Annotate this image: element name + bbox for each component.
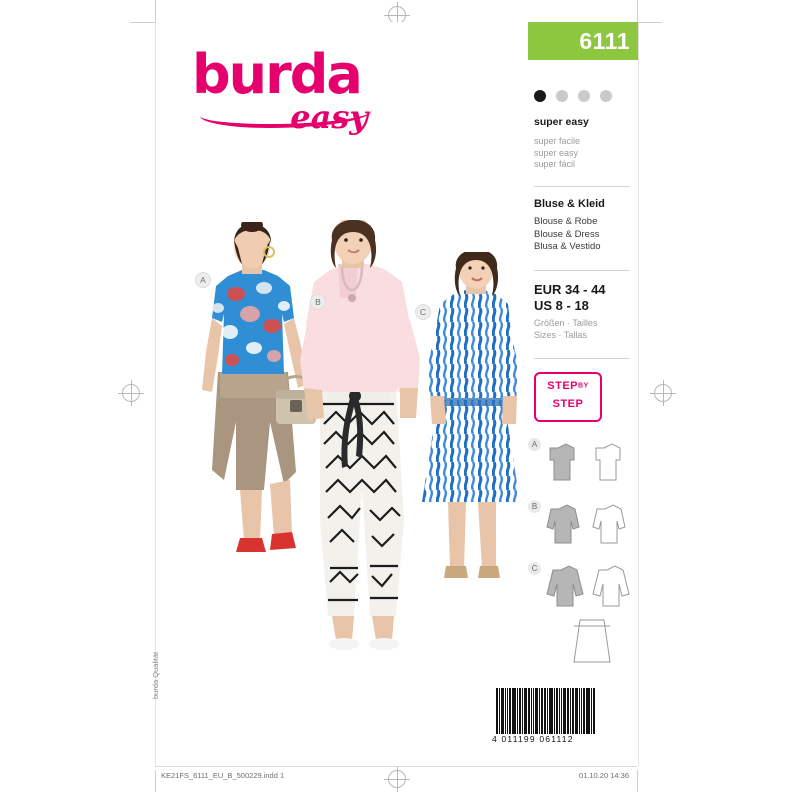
divider xyxy=(534,358,630,359)
difficulty-fr: super facile xyxy=(534,136,581,146)
difficulty-de: super easy xyxy=(534,116,589,128)
difficulty-dot-empty xyxy=(578,90,590,102)
difficulty-dot-filled xyxy=(534,90,546,102)
garment-title-block xyxy=(534,198,644,254)
model-badge-b: B xyxy=(310,294,326,310)
burda-logo xyxy=(192,43,372,148)
step-badge-by: BY xyxy=(578,382,589,390)
model-badge-c: C xyxy=(415,304,431,320)
title-es: Blusa & Vestido xyxy=(534,241,601,252)
title-fr: Blouse & Robe xyxy=(534,216,598,227)
divider xyxy=(534,270,630,271)
tech-badge-a: A xyxy=(528,438,541,451)
difficulty-dot-empty xyxy=(600,90,612,102)
tech-drawing-a-icon xyxy=(544,436,640,490)
step-badge-line1: STEP xyxy=(547,380,578,392)
title-en: Blouse & Dress xyxy=(534,228,600,240)
size-label-de-fr: Größen · Tailles xyxy=(534,318,598,328)
quality-side-text: burda Qualität xyxy=(151,651,160,699)
crop-line xyxy=(155,0,156,22)
crop-line xyxy=(637,0,638,22)
tech-badge-b: B xyxy=(528,500,541,513)
brand-name: burda xyxy=(192,43,361,106)
pattern-number-box xyxy=(528,22,638,60)
difficulty-en: super easy xyxy=(534,147,579,158)
brand-subname: easy xyxy=(290,98,368,136)
footer-bar xyxy=(155,766,637,789)
size-label-en-es: Sizes · Tallas xyxy=(534,329,587,340)
size-us: US 8 - 18 xyxy=(534,298,589,313)
footer-timestamp: 01.10.20 14:36 xyxy=(578,771,629,780)
registration-mark xyxy=(654,384,672,402)
tech-drawing-b-icon xyxy=(544,498,640,552)
difficulty-dots xyxy=(534,90,634,102)
difficulty-labels xyxy=(534,116,639,171)
divider xyxy=(534,186,630,187)
tech-drawing-c-icon xyxy=(544,560,640,670)
cover-photo xyxy=(170,200,530,700)
title-de: Bluse & Kleid xyxy=(534,198,605,210)
crop-line xyxy=(637,22,662,23)
difficulty-es: super fácil xyxy=(534,159,576,169)
size-eur: EUR 34 - 44 xyxy=(534,282,606,297)
barcode-number: 4 011199 061112 xyxy=(492,734,574,744)
registration-mark xyxy=(122,384,140,402)
difficulty-dot-empty xyxy=(556,90,568,102)
footer-file-name: KE21FS_6111_EU_B_500229.indd 1 xyxy=(161,771,285,780)
crop-line xyxy=(637,770,638,792)
size-block xyxy=(534,282,644,341)
pattern-number: 6111 xyxy=(579,28,630,54)
crop-line xyxy=(130,22,155,23)
model-badge-a: A xyxy=(195,272,211,288)
tech-badge-c: C xyxy=(528,562,541,575)
step-badge-line2: STEP xyxy=(552,398,584,410)
